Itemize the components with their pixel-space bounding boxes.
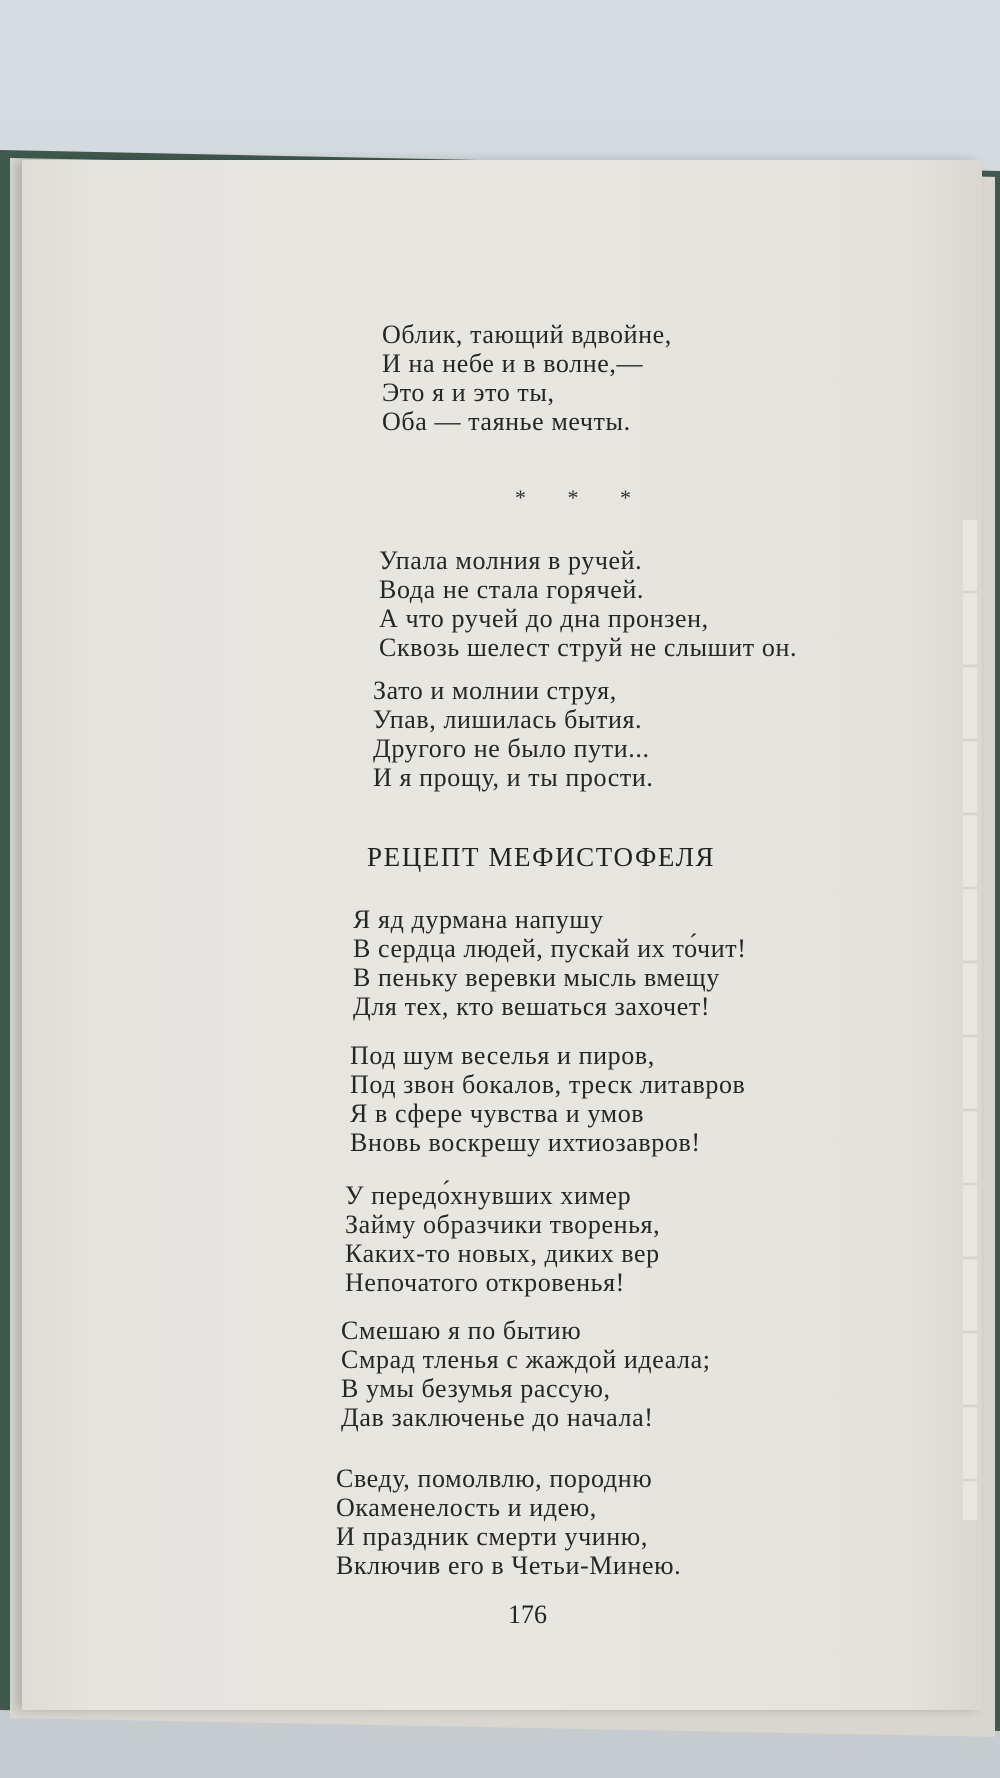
poem-line: Каких-то новых, диких вер: [345, 1239, 660, 1268]
poem-line: Оба — таянье мечты.: [382, 407, 631, 436]
poem-line: Займу образчики творенья,: [345, 1210, 661, 1239]
page-number: 176: [508, 1600, 547, 1629]
poem-line: И я прощу, и ты прости.: [373, 763, 654, 792]
poem-line: Я яд дурмана напушу: [353, 905, 604, 934]
poem-title: РЕЦЕПТ МЕФИСТОФЕЛЯ: [367, 842, 716, 872]
poem-line: Я в сфере чувства и умов: [350, 1099, 645, 1128]
poem2-stanza2: [373, 676, 654, 792]
poem-line: Окаменелость и идею,: [336, 1493, 597, 1522]
poem3-stanza4: [341, 1316, 711, 1432]
poem-line: В сердца людей, пускай их то́чит!: [353, 934, 747, 963]
poem-line: Включив его в Четьи-Минею.: [336, 1551, 682, 1580]
poem-line: Непочатого откровенья!: [345, 1268, 625, 1297]
poem-line: Сквозь шелест струй не слышит он.: [379, 633, 798, 662]
poem3-stanza3: [345, 1181, 660, 1297]
poem-line: И на небе и в волне,—: [382, 349, 644, 378]
stanza-separator: * * *: [515, 485, 649, 510]
poem-line: Облик, тающий вдвойне,: [382, 320, 672, 349]
page-edge: [963, 520, 977, 1520]
poem2-stanza1: [379, 546, 797, 662]
poem-line: Дав заключенье до начала!: [341, 1403, 654, 1432]
poem-line: Это я и это ты,: [382, 378, 555, 407]
poem-line: Под шум веселья и пиров,: [350, 1041, 655, 1070]
poem-line: Смрад тленья с жаждой идеала;: [341, 1345, 711, 1374]
poem-line: Зато и молнии струя,: [373, 676, 617, 705]
poem3-stanza5: [336, 1464, 681, 1580]
poem3-stanza1: [353, 905, 746, 1021]
poem-line: И праздник смерти учиню,: [336, 1522, 648, 1551]
poem-line: Вновь воскрешу ихтиозавров!: [350, 1128, 701, 1157]
poem-line: Упала молния в ручей.: [379, 546, 643, 575]
poem3-stanza2: [350, 1041, 745, 1157]
poem-line: Для тех, кто вешаться захочет!: [353, 992, 711, 1021]
poem-line: В пеньку веревки мысль вмещу: [353, 963, 720, 992]
poem-line: Под звон бокалов, треск литавров: [350, 1070, 746, 1099]
poem-line: Смешаю я по бытию: [341, 1316, 582, 1345]
poem-line: Сведу, помолвлю, породню: [336, 1464, 653, 1493]
poem1-tail: [382, 320, 672, 436]
poem-line: В умы безумья рассую,: [341, 1374, 611, 1403]
poem-line: А что ручей до дна пронзен,: [379, 604, 709, 633]
poem-line: Другого не было пути...: [373, 734, 650, 763]
poem-line: У передо́хнувших химер: [345, 1181, 632, 1210]
poem-line: Вода не стала горячей.: [379, 575, 645, 604]
poem-line: Упав, лишилась бытия.: [373, 705, 643, 734]
